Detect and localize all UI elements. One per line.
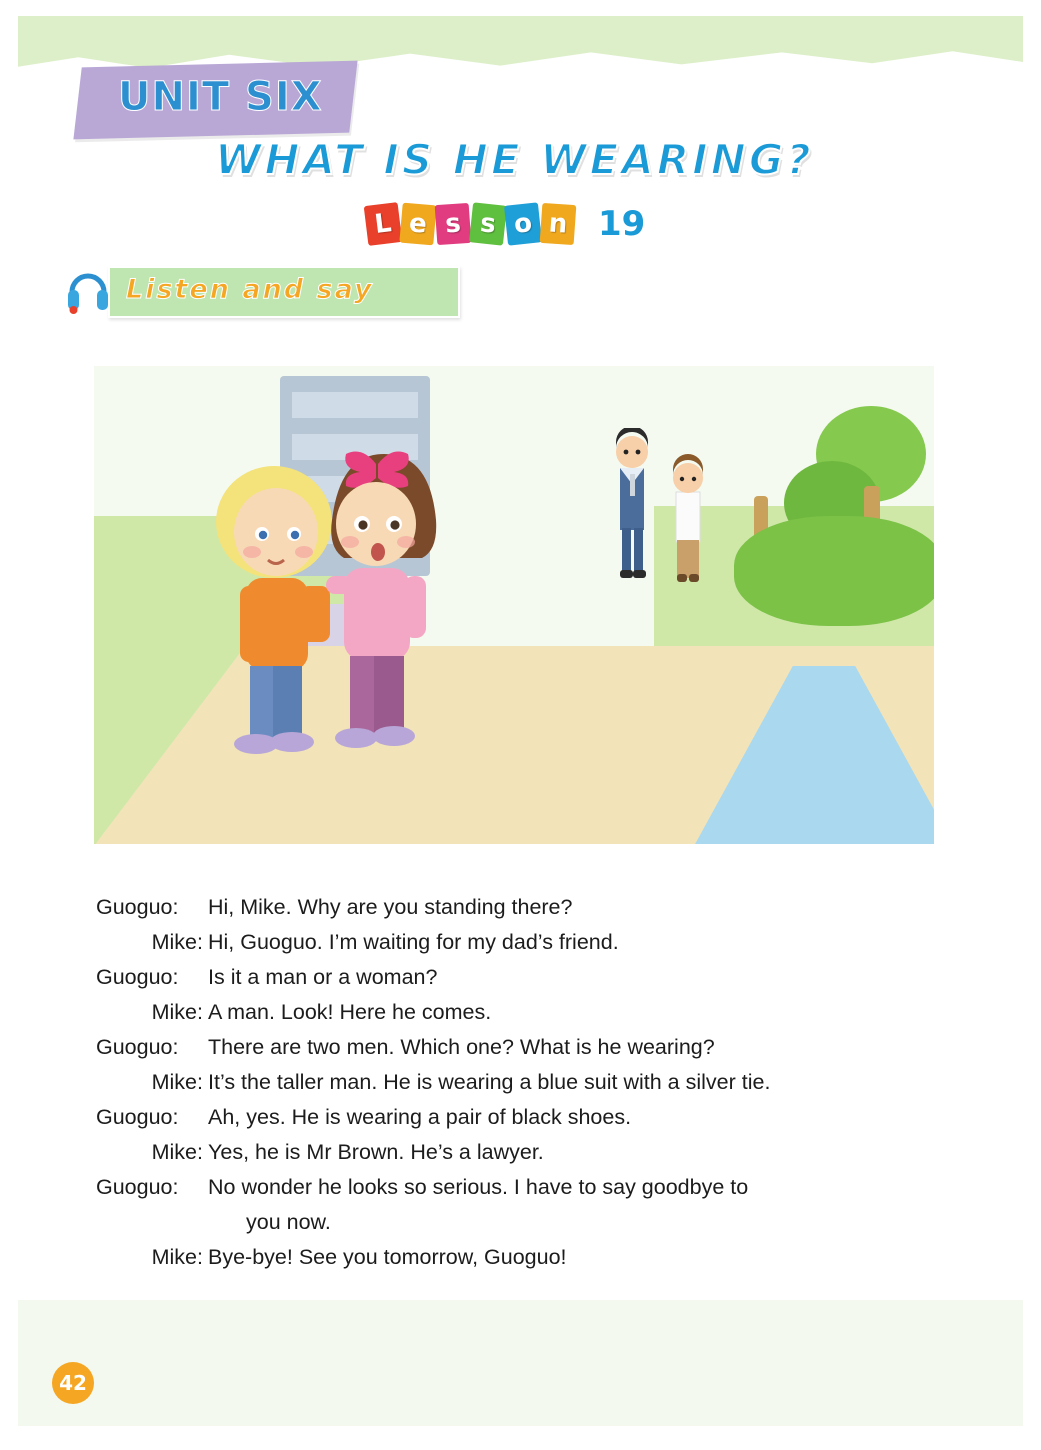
dialogue-line [96, 1170, 936, 1205]
page-bottom-tint [18, 1300, 1023, 1426]
dialogue-speaker: Mike: [151, 1070, 203, 1094]
dialogue-utterance: No wonder he looks so serious. I have to say goodbye to [208, 1175, 749, 1199]
dialogue-utterance: Hi, Mike. Why are you standing there? [208, 895, 573, 919]
lesson-heading [366, 204, 645, 244]
dialogue-speaker: Mike: [151, 1000, 203, 1024]
girl-guoguo [312, 424, 442, 754]
dialogue-utterance: Bye-bye! See you tomorrow, Guoguo! [208, 1245, 567, 1269]
page-number: 42 [52, 1362, 94, 1404]
dialogue-line [96, 925, 936, 960]
dialogue-utterance: Hi, Guoguo. I’m waiting for my dad’s friend. [208, 930, 619, 954]
dialogue-speaker: Mike: [151, 930, 203, 954]
lesson-letter-3: s [435, 203, 472, 245]
dialogue-line [96, 960, 936, 995]
dialogue-utterance: Is it a man or a woman? [208, 965, 438, 989]
dialogue-line [96, 1240, 936, 1275]
lesson-word-blocks [366, 204, 576, 244]
unit-label: UNIT SIX [118, 74, 323, 120]
tall-man-in-blue-suit [602, 428, 662, 588]
dialogue-line [96, 1135, 936, 1170]
lesson-letter-6: n [540, 203, 577, 245]
dialogue-utterance: Yes, he is Mr Brown. He’s a lawyer. [208, 1140, 544, 1164]
lesson-letter-4: s [469, 202, 507, 245]
dialogue-speaker: Guoguo: [96, 965, 179, 989]
section-heading-label: Listen and say [126, 274, 374, 305]
dialogue-utterance-continuation: you now. [246, 1210, 331, 1234]
lesson-illustration [94, 366, 934, 844]
lesson-number: 19 [598, 204, 646, 244]
dialogue-utterance: Ah, yes. He is wearing a pair of black shoes. [208, 1105, 632, 1129]
dialogue-line [96, 995, 936, 1030]
lesson-letter-1: L [364, 202, 403, 246]
dialogue-line [96, 1030, 936, 1065]
dialogue-speaker: Mike: [151, 1245, 203, 1269]
dialogue-line [96, 1100, 936, 1135]
dialogue-utterance: A man. Look! Here he comes. [208, 1000, 492, 1024]
short-man-in-white-shirt [660, 454, 716, 594]
lesson-letter-5: o [504, 202, 542, 245]
dialogue-text [96, 890, 936, 1275]
dialogue-speaker: Guoguo: [96, 1035, 179, 1059]
headphones-icon [64, 262, 112, 316]
dialogue-line [96, 890, 936, 925]
dialogue-line [96, 1065, 936, 1100]
dialogue-utterance: It’s the taller man. He is wearing a blue suit with a silver tie. [208, 1070, 771, 1094]
dialogue-speaker: Guoguo: [96, 1175, 179, 1199]
dialogue-speaker: Guoguo: [96, 1105, 179, 1129]
bush-row [734, 516, 934, 626]
dialogue-speaker: Guoguo: [96, 895, 179, 919]
lesson-letter-2: e [399, 203, 436, 246]
dialogue-speaker: Mike: [151, 1140, 203, 1164]
page-title: WHAT IS HE WEARING? [215, 135, 814, 184]
dialogue-utterance: There are two men. Which one? What is he wearing? [208, 1035, 715, 1059]
